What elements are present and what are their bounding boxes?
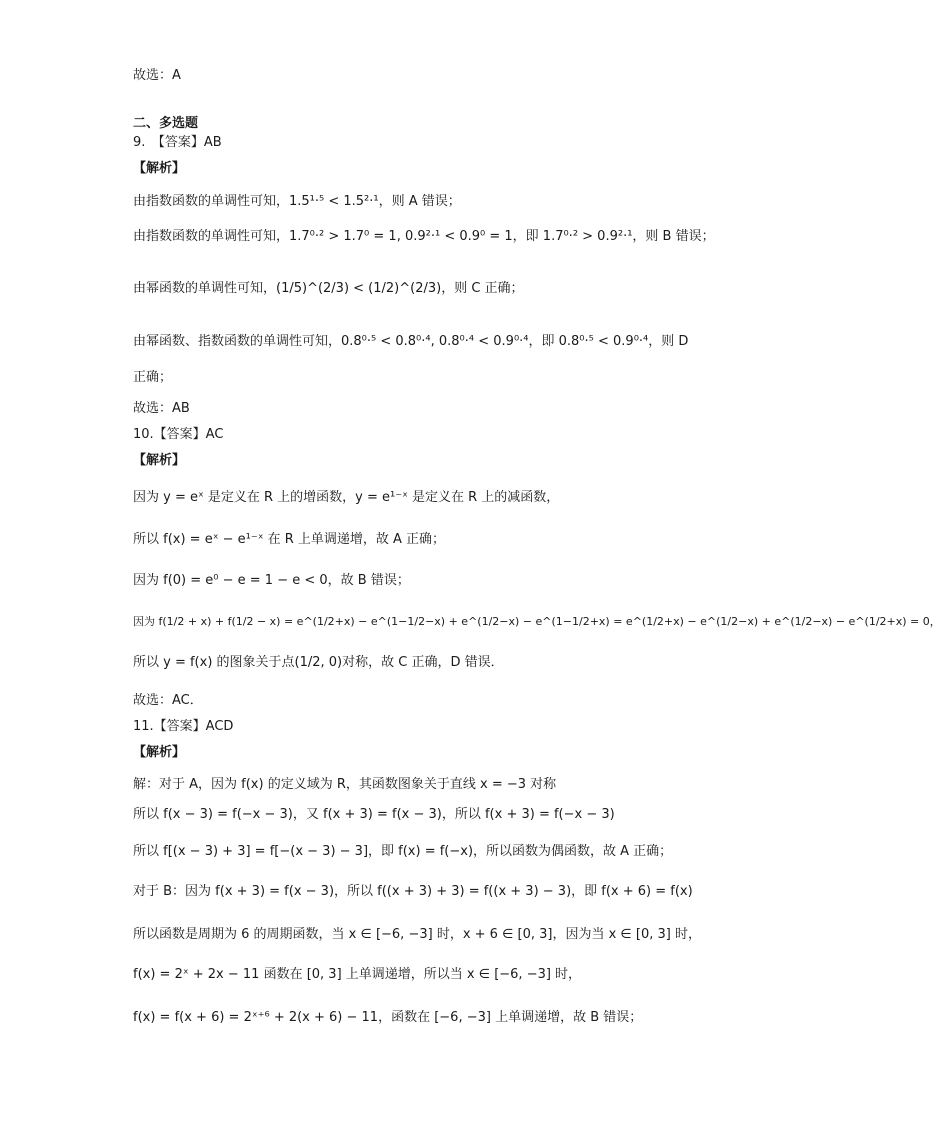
text-line: 所以 f[(x − 3) + 3] = f[−(x − 3) − 3]，即 f(x) = f(−x)，所以函数为偶函数，故 A 正确； xyxy=(133,844,673,859)
text-line: 由幂函数、指数函数的单调性可知，0.8⁰·⁵ < 0.8⁰·⁴, 0.8⁰·⁴ < 0.9⁰·⁴，即 0.8⁰·⁵ < 0.9⁰·⁴，则 D xyxy=(133,334,689,349)
analysis-heading: 【解析】 xyxy=(133,453,186,468)
text-line: 正确； xyxy=(133,370,173,385)
text-line: f(x) = 2ˣ + 2x − 11 函数在 [0, 3] 上单调递增，所以当 x ∈ [−6, −3] 时， xyxy=(133,967,582,982)
text-line: 由幂函数的单调性可知，(1/5)^(2/3) < (1/2)^(2/3)，则 C 正确； xyxy=(133,281,524,296)
answer-line: 10.【答案】AC xyxy=(133,427,224,442)
text-line: 因为 f(0) = e⁰ − e = 1 − e < 0，故 B 错误； xyxy=(133,573,410,588)
text-line: 由指数函数的单调性可知，1.5¹·⁵ < 1.5²·¹，则 A 错误； xyxy=(133,194,461,209)
section-heading: 二、多选题 xyxy=(133,116,199,131)
analysis-heading: 【解析】 xyxy=(133,745,186,760)
text-line: 故选：AB xyxy=(133,401,190,416)
text-line: 解：对于 A，因为 f(x) 的定义域为 R，其函数图象关于直线 x = −3 对称 xyxy=(133,777,557,792)
text-line: 由指数函数的单调性可知，1.7⁰·² > 1.7⁰ = 1, 0.9²·¹ < 0.9⁰ = 1，即 1.7⁰·² > 0.9²·¹，则 B 错误； xyxy=(133,229,715,244)
answer-line: 11.【答案】ACD xyxy=(133,719,234,734)
text-line: 对于 B：因为 f(x + 3) = f(x − 3)，所以 f((x + 3) + 3) = f((x + 3) − 3)，即 f(x + 6) = f(x) xyxy=(133,884,693,899)
text-line: 故选：AC． xyxy=(133,693,203,708)
text-line: 故选：A xyxy=(133,68,181,83)
analysis-heading: 【解析】 xyxy=(133,161,186,176)
text-line: 因为 y = eˣ 是定义在 R 上的增函数，y = e¹⁻ˣ 是定义在 R 上的减函数， xyxy=(133,490,560,505)
text-line: 所以 y = f(x) 的图象关于点(1/2, 0)对称，故 C 正确，D 错误． xyxy=(133,655,504,670)
text-line: 所以 f(x − 3) = f(−x − 3)，又 f(x + 3) = f(x − 3)，所以 f(x + 3) = f(−x − 3) xyxy=(133,807,615,822)
text-line: 所以函数是周期为 6 的周期函数，当 x ∈ [−6, −3] 时，x + 6 ∈ [0, 3]，因为当 x ∈ [0, 3] 时， xyxy=(133,927,701,942)
text-line: f(x) = f(x + 6) = 2ˣ⁺⁶ + 2(x + 6) − 11，函数在 [−6, −3] 上单调递增，故 B 错误； xyxy=(133,1010,643,1025)
text-line: 因为 f(1/2 + x) + f(1/2 − x) = e^(1/2+x) − e^(1−1/2−x) + e^(1/2−x) − e^(1−1/2+x) = e^(1/2+x) − e^(1/2−x) + e^(1/2−x) − e^(1/2+x) = 0， xyxy=(133,615,941,628)
answer-line: 9. 【答案】AB xyxy=(133,135,222,150)
text-line: 所以 f(x) = eˣ − e¹⁻ˣ 在 R 上单调递增，故 A 正确； xyxy=(133,532,446,547)
